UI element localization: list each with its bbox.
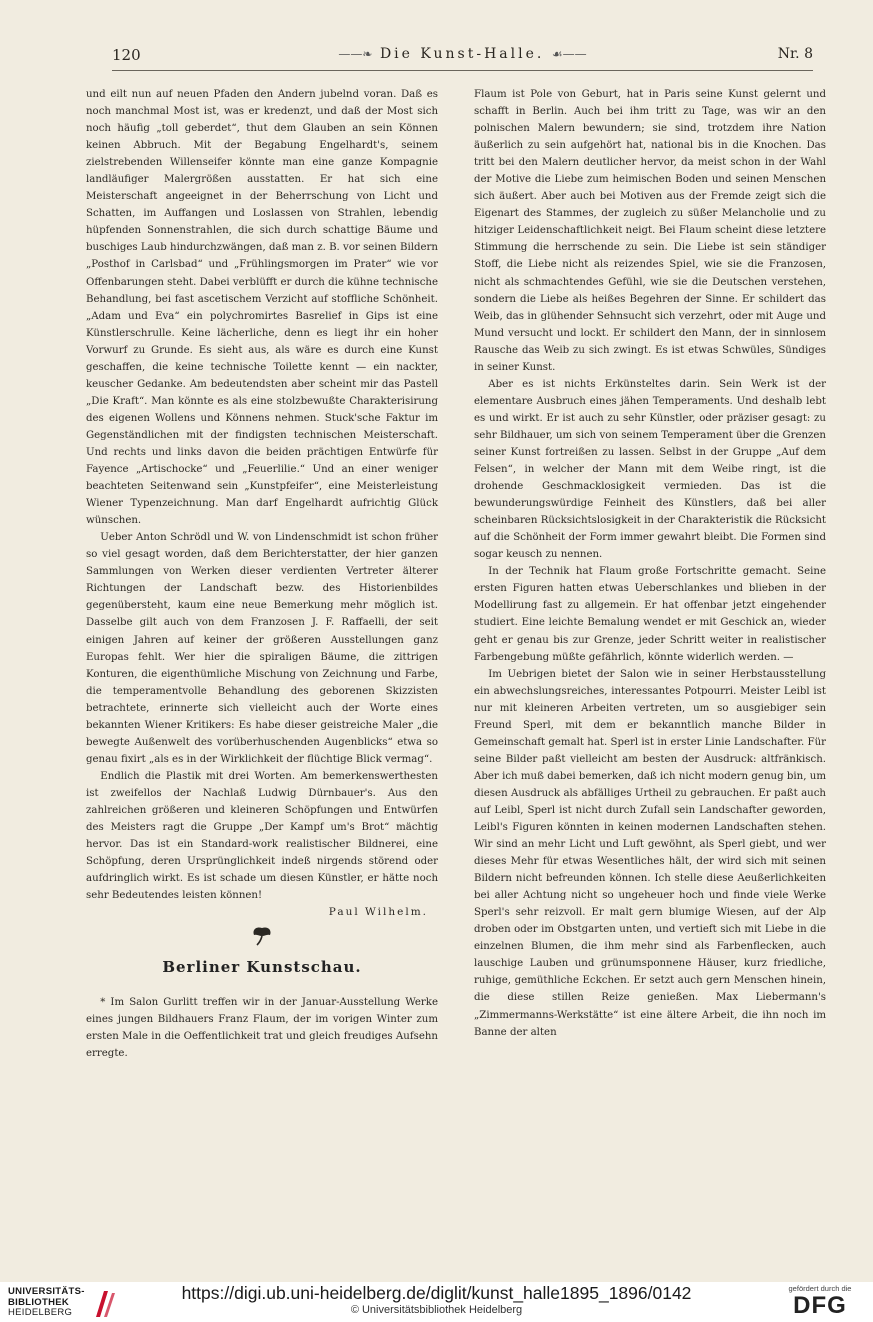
- running-title-text: Die Kunst-Halle.: [379, 46, 545, 62]
- library-emblem-icon: [92, 1287, 118, 1319]
- leaf-ornament-icon: [86, 924, 438, 950]
- right-paragraph-3: In der Technik hat Flaum große Fortschritte gemacht. Seine ersten Figuren hatten etwas Ueberschlankes und blieben in der Modellirung fast zu allgemein. Er hat offenbar jetzt eingehender studiert. Eine leichte Bemalung wendet er mit Geschick an, wieder geht er genau bis zur Grenze, jeder Schritt weiter in realistischer Farbengebung müßte gefährlich, könnte widerlich werden. —: [474, 566, 826, 663]
- right-column: [474, 86, 826, 1041]
- dfg-logo[interactable]: [772, 1284, 868, 1320]
- left-paragraph-2: Ueber Anton Schrödl und W. von Lindenschmidt ist schon früher so viel gesagt worden, daß dem Berichterstatter, der hier ganzen Sammlungen von Werken dieser verdienten Vertreter älterer Richtungen der Landschaft bezw. des Historienbildes gegenübersteht, kaum eine neue Bemerkung mehr möglich ist. Dasselbe gilt auch von dem Franzosen J. F. Raffaelli, der seit einigen Jahren auf keiner der größeren Ausstellungen ganz Europas fehlt. Wer hier die spiraligen Bäume, die zittrigen Konturen, die eigenthümliche Mischung von Zeichnung und Farbe, die temperamentvolle Behandlung des geborenen Skizzisten betrachtete, erinnerte sich vielleicht auch der Worte eines bekannten Wiener Kritikers: Es habe dieser geistreiche Maler „die bewegte Außenwelt des vorüberhuschenden Augenblicks“ etwa so genau fixirt „als es in der Wirklichkeit der flüchtige Blick vermag“.: [86, 532, 438, 765]
- section-paragraph: * Im Salon Gurlitt treffen wir in der Januar-Ausstellung Werke eines jungen Bildhauers Franz Flaum, der im vorigen Winter zum ersten Male in die Oeffentlichkeit trat und gleich freudiges Aufsehn erregte.: [86, 997, 438, 1060]
- left-paragraph-3: Endlich die Plastik mit drei Worten. Am bemerkenswerthesten ist zweifellos der Nachlaß Ludwig Dürnbauer's. Aus den zahlreichen größeren und kleineren Schöpfungen und Entwürfen des Meisters ragt die Gruppe „Der Kampf um's Brot“ mächtig hervor. Das ist ein Standard-work realistischer Bildnerei, eine Schöpfung, deren Ursprünglichkeit indeß nirgends störend oder aufdringlich wirkt. Es ist schade um diesen Künstler, er hätte noch sehr Bedeutendes leisten können!: [86, 770, 438, 902]
- permalink-url[interactable]: https://digi.ub.uni-heidelberg.de/diglit/kunst_halle1895_1896/0142: [181, 1283, 692, 1303]
- running-title: [112, 46, 813, 62]
- logo-line-2: BIBLIOTHEK: [8, 1296, 70, 1308]
- logo-line-1: UNIVERSITÄTS-: [8, 1286, 85, 1297]
- left-paragraph-1: und eilt nun auf neuen Pfaden den Andern jubelnd voran. Daß es noch manchmal Most ist, was er kredenzt, und daß der Most sich noch häufig „toll geberdet“, thut dem Glauben an sein Können keinen Abbruch. Mit der Begabung Engelhardt's, seinem zielstrebenden Willenseifer könnte man eine ganze Kompagnie landläufiger Malergrößen ausstatten. Er hat sich eine Meisterschaft angeeignet in der Beherrschung von Licht und Schatten, im Auffangen und Loslassen von Strahlen, lebendig hüpfenden Sonnenstrahlen, die sich durch schattige Bäume und buschiges Laub hindurchzwängen, daß man z. B. vor seinen Bildern „Posthof in Carlsbad“ und „Frühlingsmorgen im Prater“ wie vor Offenbarungen steht. Dabei verblüfft er durch die kühne technische Behandlung, bei fast ascetischem Verzicht auf stoffliche Schönheit. „Adam und Eva“ ein polychromirtes Basrelief in Gips ist eine Künstlerschrulle. Keine lächerliche, denn es liegt ihr ein hoher Vorwurf zu Grunde. Es sieht aus, als wäre es durch eine Kunst geschaffen, die keine technische Toilette kennt — ein nackter, keuscher Gedanke. Am bedeutendsten aber scheint mir das Pastell „Die Kraft“. Man könnte es als eine stolzbewußte Charakterisirung des eigenen Wollens und Könnens nehmen. Stuck'sche Faktur im Gegenständlichen mit der findigsten technischen Meisterschaft. Und rechts und links davon die beiden prächtigen Entwürfe für Fayence „Artischocke“ und „Feuerlilie.“ Und an einer weniger beachteten Seitenwand sein „Kunstpfeifer“, eine Meisterleistung Wiener Typenzeichnung. Man darf Engelhardt aufrichtig Glück wünschen.: [86, 89, 438, 527]
- left-column: [86, 86, 438, 1062]
- ornament-left-icon: ——❧: [338, 47, 373, 61]
- author-signature: Paul Wilhelm.: [328, 906, 428, 919]
- right-paragraph-2: Aber es ist nichts Erkünsteltes darin. Sein Werk ist der elementare Ausbruch eines jähen Temperaments. Und deshalb lebt es und wirkt. Er ist auch zu sehr Künstler, oder präziser gesagt: zu sehr Bildhauer, um sich von seinem Temperament über die Grenzen seiner Kunst fortreißen zu lassen. Selbst in der Gruppe „Auf dem Felsen“, in welcher der Mann mit dem Weibe ringt, ist die drohende Geschmacklosigkeit vermieden. Das ist die bewunderungswürdige Feinheit des Künstlers, daß bei aller scheinbaren Rücksichtslosigkeit in der Charakteristik die Rücksicht auf die Schönheit der Form immer gewahrt bleibt. Die Formen sind sogar keusch zu nennen.: [474, 378, 826, 561]
- page-number: 120: [112, 46, 141, 64]
- copyright-notice: © Universitätsbibliothek Heidelberg: [350, 1304, 523, 1316]
- section-title: Berliner Kunstschau.: [162, 958, 362, 977]
- university-library-logo[interactable]: [8, 1287, 118, 1321]
- right-paragraph-1: Flaum ist Pole von Geburt, hat in Paris seine Kunst gelernt und schafft in Berlin. Auch bei ihm tritt zu Tage, was wir an den polnischen Malern bewundern; sie sind, trotzdem ihre Nation äußerlich zu sein aufgehört hat, national bis in die Knochen. Das tritt bei den Malern deutlicher hervor, da meist schon in der Wahl der Motive die Liebe zum heimischen Boden und seinen Menschen sich äußert. Aber auch bei Motiven aus der Fremde zeigt sich die Eigenart des Stammes, der zugleich zu süßer Melancholie und zu hitziger Leidenschaftlichkeit neigt. Bei Flaum scheint diese letztere Stimmung die herrschende zu sein. Die Liebe ist sein ständiger Stoff, die Liebe nicht als reizendes Spiel, wie sie die Franzosen, nicht als schmachtendes Gefühl, wie sie die Deutschen verstehen, sondern die Liebe als heißes Begehren der Sinne. Er schildert das Weib, das in glühender Sehnsucht sich verzehrt, oder mit Auge und Mund versucht und lockt. Er schildert den Mann, der in sinnlosem Rausche das Weib zu sich zwingt. Es ist etwas Schwüles, Sündiges in seiner Kunst.: [474, 89, 826, 373]
- funded-by-label: gefördert durch die: [788, 1284, 852, 1293]
- dfg-wordmark: DFG: [793, 1292, 847, 1319]
- logo-line-3: HEIDELBERG: [8, 1307, 73, 1318]
- ornament-right-icon: ☙——: [551, 47, 587, 61]
- page-header: [112, 46, 813, 66]
- right-paragraph-4: Im Uebrigen bietet der Salon wie in seiner Herbstausstellung ein abwechslungsreiches, interessantes Potpourri. Meister Leibl ist nur mit kleineren Arbeiten vertreten, um so ausgiebiger sein Freund Sperl, mit dem er bekanntlich manche Bilder in Gemeinschaft gemalt hat. Sperl ist in erster Linie Landschafter. Für seine Bilder paßt vielleicht am besten der Ausdruck: altfränkisch. Aber ich muß dabei bemerken, daß ich nicht modern genug bin, um diesen Ausdruck als abfälliges Urtheil zu gebrauchen. Er paßt auch auf Leibl, Sperl ist nicht durch Zufall sein Landschafter geworden, Leibl's Figuren könnten in keinen modernen Landschaften stehen. Wir sind an mehr Licht und Luft gewöhnt, als Sperl giebt, und wer dieses Mehr für etwas Wesentliches hält, der wird sich mit seinen Bildern nicht befreunden können. Ich stelle diese Aeußerlichkeiten bei aller Achtung nicht so ungeheuer hoch und finde viele Werke Sperl's sehr reizvoll. Er malt gern blumige Wiesen, auf der Alp droben oder im Obstgarten unten, und vertieft sich mit Liebe in die einzelnen Blumen, die ihm mehr sind als Farbenflecken, auch lauschige Lauben und grünumsponnene Häuser, kurz friedliche, ruhige, gemüthliche Eckchen. Er setzt auch gern Menschen hinein, die diese stillen Reize genießen. Max Liebermann's „Zimmermanns-Werkstätte“ ist eine ältere Arbeit, die ihn noch im Banne der alten: [474, 668, 826, 1038]
- header-rule: [112, 70, 813, 71]
- issue-number: Nr. 8: [777, 46, 813, 62]
